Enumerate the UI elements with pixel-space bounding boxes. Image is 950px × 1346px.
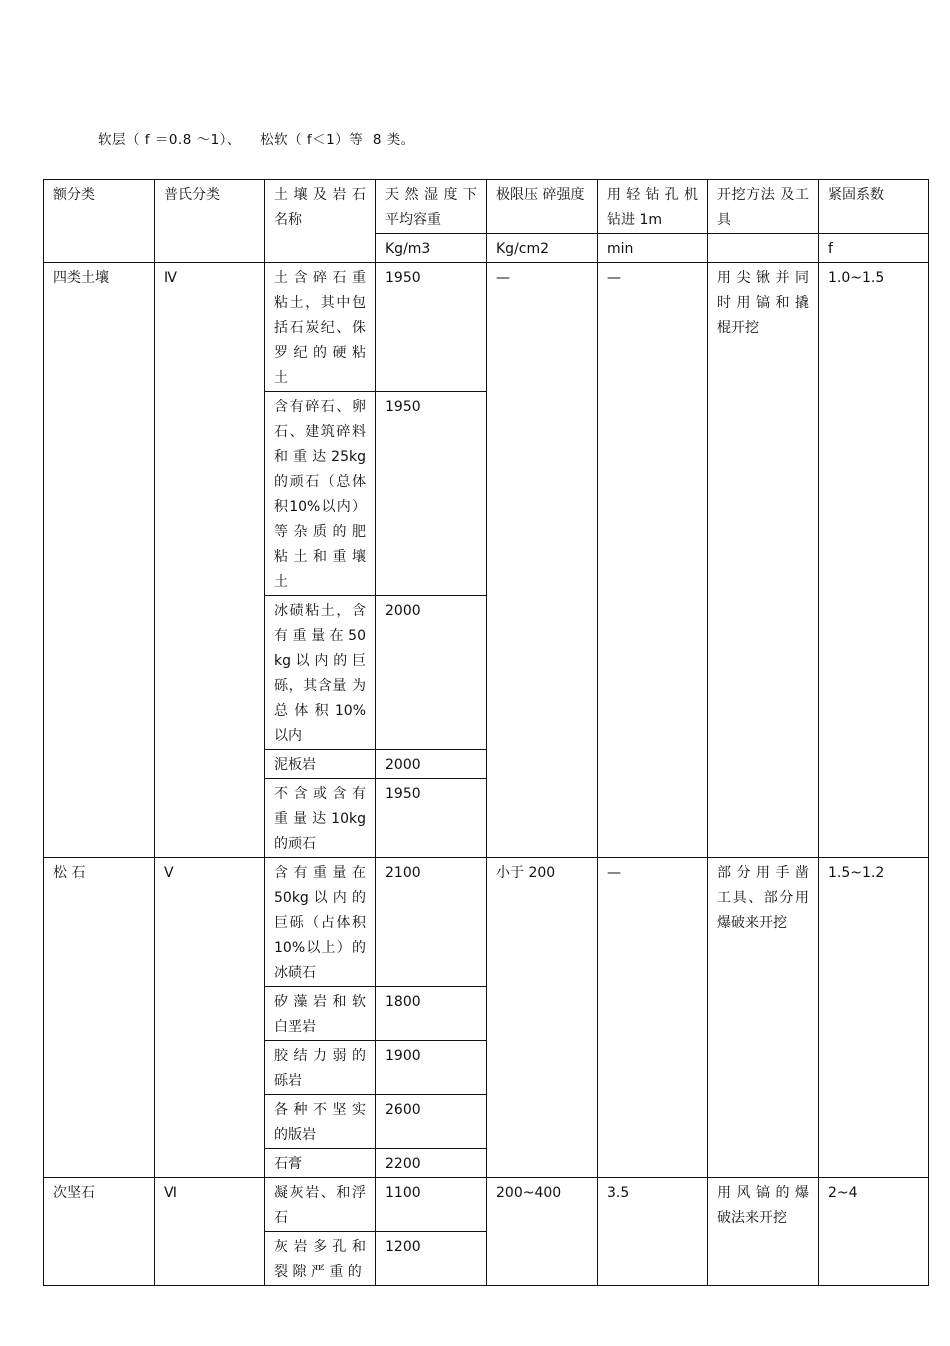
table-row bbox=[44, 263, 929, 392]
drill-cell: — bbox=[598, 263, 708, 858]
method-cell: 用 尖 锹 并 同 时 用 镐 和 撬 棍开挖 bbox=[708, 263, 819, 858]
strength-cell: — bbox=[487, 263, 598, 858]
unit-drill: min bbox=[598, 234, 708, 263]
grade-cell: Ⅳ bbox=[155, 263, 265, 858]
rock-classification-table bbox=[43, 179, 929, 1286]
strength-cell: 小于 200 bbox=[487, 858, 598, 1178]
rock-name-cell: 含 有 重 量 在 50kg 以 内 的 巨砾（占体积 10%以上）的 冰碛石 bbox=[265, 858, 376, 987]
header-category: 额分类 bbox=[44, 180, 155, 263]
density-cell: 1900 bbox=[376, 1041, 487, 1095]
unit-density: Kg/m3 bbox=[376, 234, 487, 263]
header-drill: 用 轻 钻 孔 机钻进 1m bbox=[598, 180, 708, 234]
rock-name-cell: 石膏 bbox=[265, 1149, 376, 1178]
category-cell: 次坚石 bbox=[44, 1178, 155, 1286]
rock-name-cell: 含有碎石、卵 石、建筑碎料 和 重 达 25kg 的顽石（总体 积10%以内） 等 杂 质 的 肥 粘 土 和 重 壤 土 bbox=[265, 392, 376, 596]
grade-cell: Ⅴ bbox=[155, 858, 265, 1178]
density-cell: 1950 bbox=[376, 263, 487, 392]
density-cell: 1100 bbox=[376, 1178, 487, 1232]
rock-name-cell: 泥板岩 bbox=[265, 750, 376, 779]
rock-name-cell: 灰 岩 多 孔 和 裂 隙 严 重 的 bbox=[265, 1232, 376, 1286]
rock-name-cell: 胶 结 力 弱 的 砾岩 bbox=[265, 1041, 376, 1095]
rock-name-cell: 矽 藻 岩 和 软 白垩岩 bbox=[265, 987, 376, 1041]
header-method: 开挖方法 及工具 bbox=[708, 180, 819, 234]
method-cell: 用 风 镐 的 爆 破法来开挖 bbox=[708, 1178, 819, 1286]
unit-strength: Kg/cm2 bbox=[487, 234, 598, 263]
header-name: 土 壤 及 岩 石名称 bbox=[265, 180, 376, 263]
density-cell: 1950 bbox=[376, 779, 487, 858]
strength-cell: 200~400 bbox=[487, 1178, 598, 1286]
rock-name-cell: 各 种 不 坚 实 的版岩 bbox=[265, 1095, 376, 1149]
density-cell: 1200 bbox=[376, 1232, 487, 1286]
category-cell: 四类土壤 bbox=[44, 263, 155, 858]
density-cell: 1950 bbox=[376, 392, 487, 596]
drill-cell: 3.5 bbox=[598, 1178, 708, 1286]
unit-method bbox=[708, 234, 819, 263]
density-cell: 2000 bbox=[376, 596, 487, 750]
intro-line: 软层（ f ＝0.8 ～1）、 松软（ f＜1）等 8 类。 bbox=[98, 132, 415, 148]
coefficient-cell: 2~4 bbox=[819, 1178, 929, 1286]
table-row bbox=[44, 858, 929, 987]
header-row bbox=[44, 180, 929, 234]
drill-cell: — bbox=[598, 858, 708, 1178]
density-cell: 1800 bbox=[376, 987, 487, 1041]
unit-coefficient: f bbox=[819, 234, 929, 263]
rock-name-cell: 冰碛粘土，含 有 重 量 在 50kg 以 内 的 巨砾，其含量 为 总 体 积 10%以内 bbox=[265, 596, 376, 750]
coefficient-cell: 1.5~1.2 bbox=[819, 858, 929, 1178]
header-coefficient: 紧固系数 bbox=[819, 180, 929, 234]
header-strength: 极限压 碎强度 bbox=[487, 180, 598, 234]
category-cell: 松 石 bbox=[44, 858, 155, 1178]
density-cell: 2100 bbox=[376, 858, 487, 987]
density-cell: 2200 bbox=[376, 1149, 487, 1178]
density-cell: 2000 bbox=[376, 750, 487, 779]
rock-name-cell: 土 含 碎 石 重 粘土，其中包 括石炭纪、侏 罗 纪 的 硬 粘 土 bbox=[265, 263, 376, 392]
header-density: 天 然 湿 度 下平均容重 bbox=[376, 180, 487, 234]
grade-cell: Ⅵ bbox=[155, 1178, 265, 1286]
table-row bbox=[44, 1178, 929, 1232]
density-cell: 2600 bbox=[376, 1095, 487, 1149]
method-cell: 部 分 用 手 凿 工具、部分用 爆破来开挖 bbox=[708, 858, 819, 1178]
rock-name-cell: 凝灰岩、和浮 石 bbox=[265, 1178, 376, 1232]
header-grade: 普氏分类 bbox=[155, 180, 265, 263]
rock-name-cell: 不 含 或 含 有 重 量 达 10kg 的顽石 bbox=[265, 779, 376, 858]
coefficient-cell: 1.0~1.5 bbox=[819, 263, 929, 858]
